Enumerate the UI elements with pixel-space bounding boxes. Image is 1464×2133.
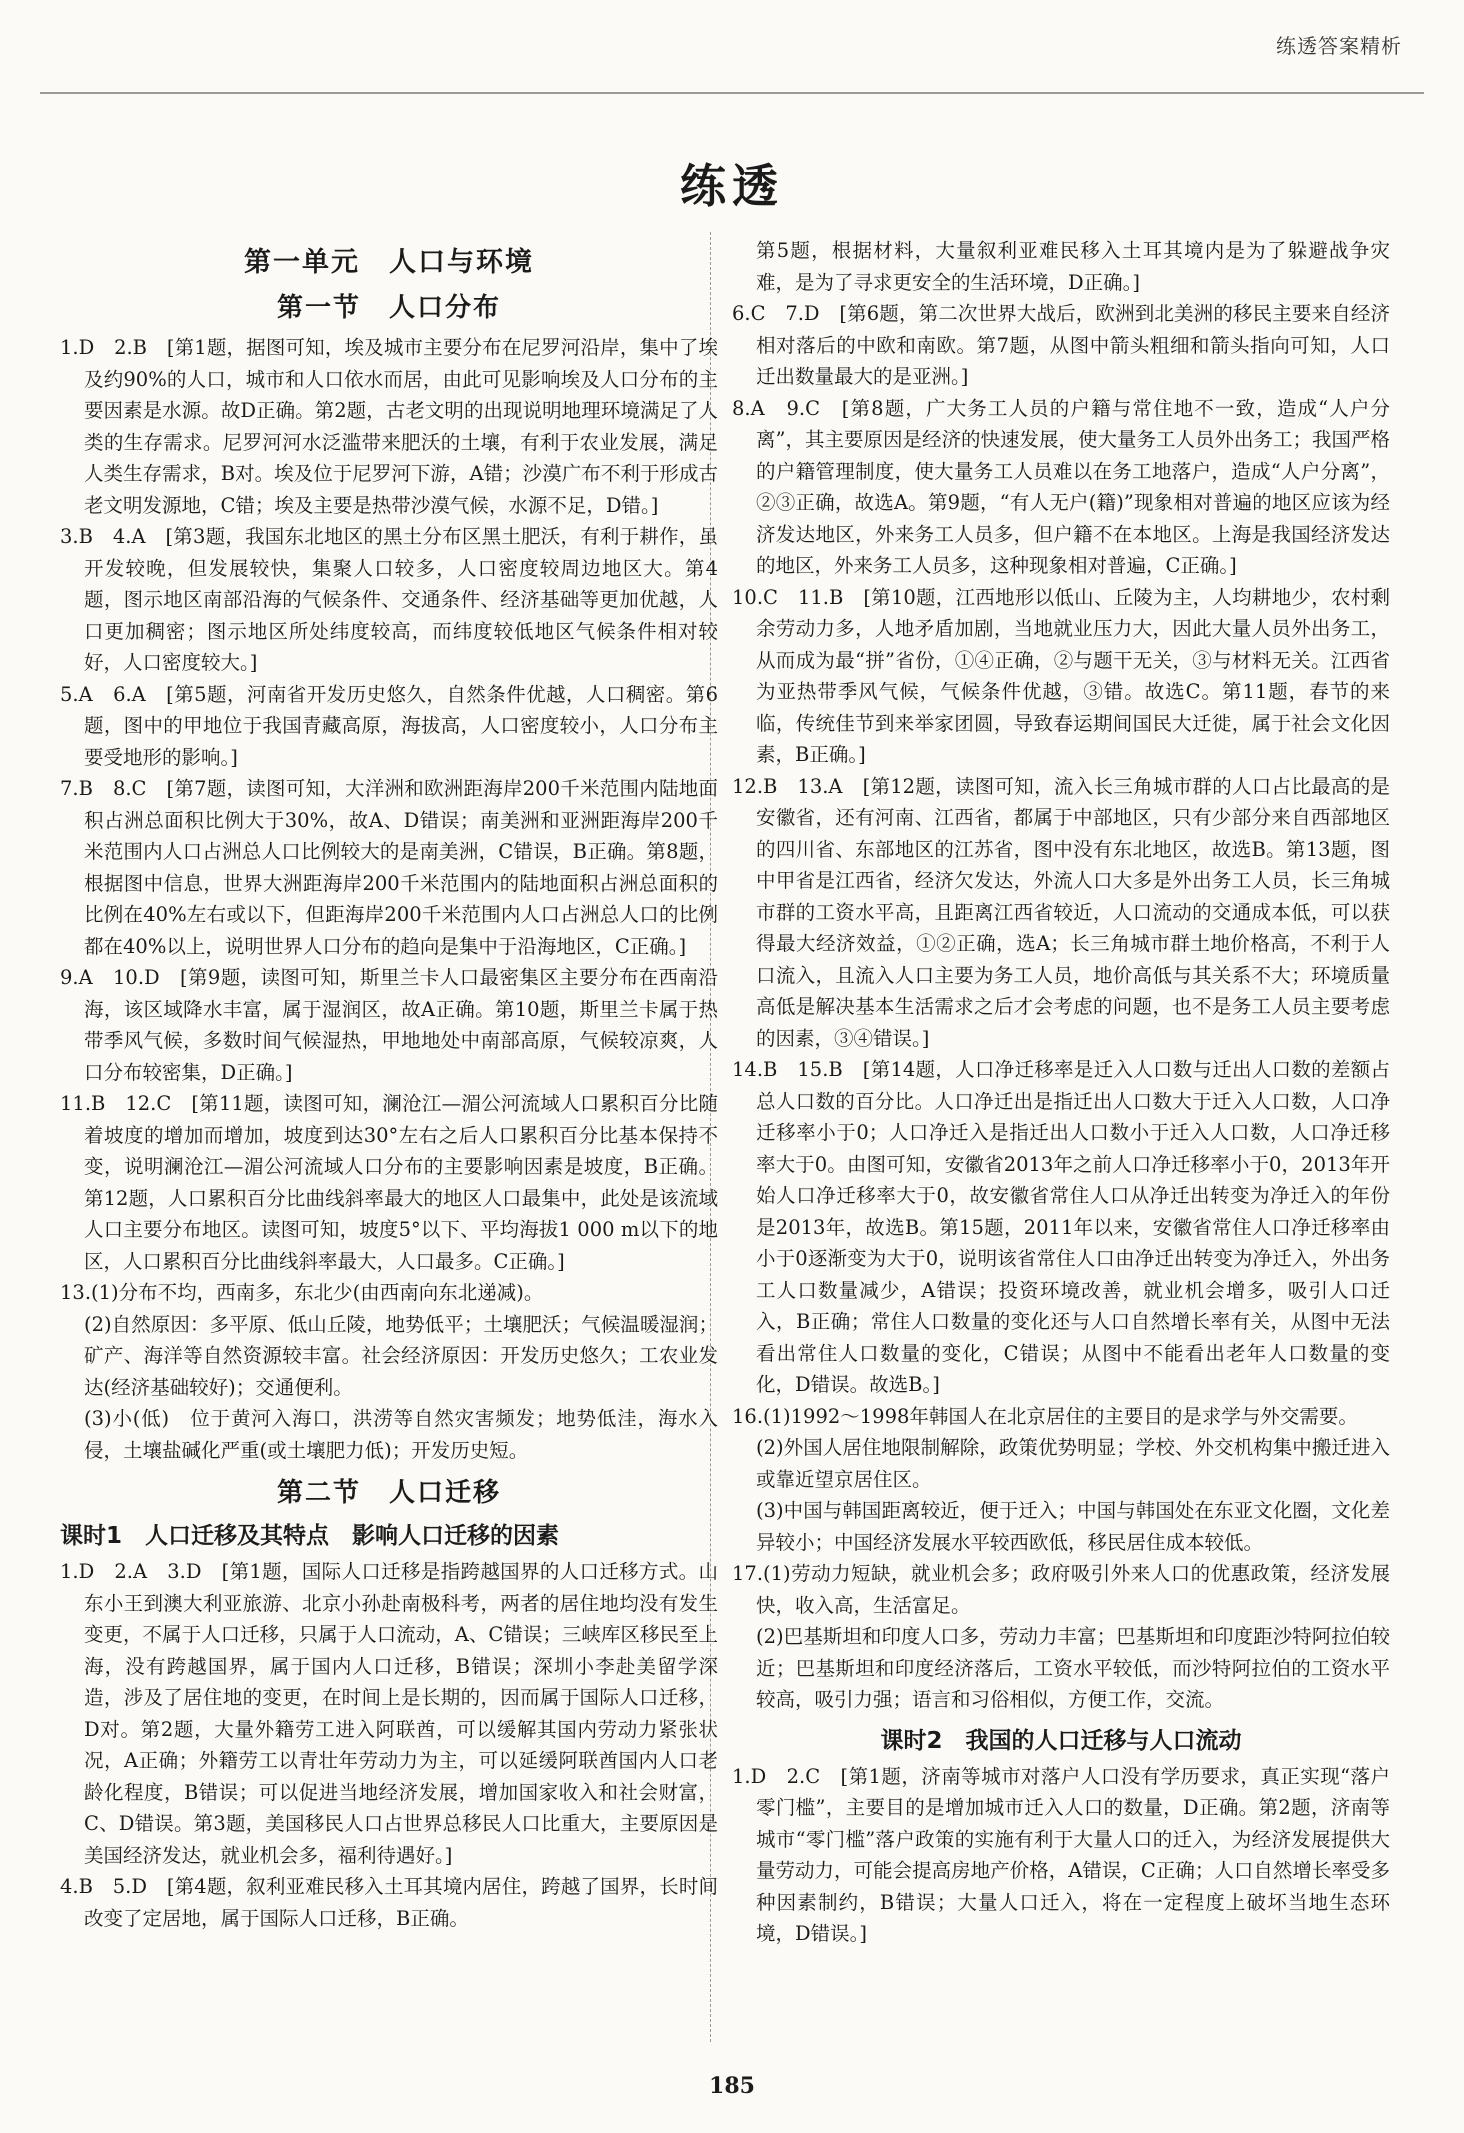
lesson-title: 课时2 我国的人口迁移与人口流动	[880, 1727, 1242, 1754]
answer-paragraph: 12.B 13.A [第12题，读图可知，流入长三角城市群的人口占比最高的是安徽省，还有河南、江西省，都属于中部地区，只有少部分来自西部地区的四川省、东部地区的江苏省，图中没有东北地区，故选B。第13题，图中甲省是江西省，经济欠发达，外流人口大多是外出务工人员，长三角城市群的工资水平高，且距离江西省较近，人口流动的交通成本低，可以获得最大经济效益，①②正确，选A；长三角城市群土地价格高，不利于人口流入，且流入人口主要为务工人员，地价高低与其关系不大；环境质量高低是解决基本生活需求之后才会考虑的问题，也不是务工人员主要考虑的因素，③④错误。]	[732, 774, 1390, 1050]
page-number: 185	[709, 2073, 755, 2099]
answer-paragraph: 1.D 2.A 3.D [第1题，国际人口迁移是指跨越国界的人口迁移方式。山东小王到澳大利亚旅游、北京小孙赴南极科考，两者的居住地均没有发生变更，不属于人口迁移，只属于人口流动，A、C错误；三峡库区移民至上海，没有跨越国界，属于国内人口迁移，B错误；深圳小李赴美留学深造，涉及了居住地的变更，在时间上是长期的，因而属于国际人口迁移，D对。第2题，大量外籍劳工进入阿联酋，可以缓解其国内劳动力紧张状况，A正确；外籍劳工以青壮年劳动力为主，可以延缓阿联酋国内人口老龄化程度，B错误；可以促进当地经济发展，增加国家收入和社会财富，C、D错误。第3题，美国移民人口占世界总移民人口比重大，主要原因是美国经济发达，就业机会多，福利待遇好。]	[60, 1560, 718, 1867]
answer-subparagraph: (2)外国人居住地限制解除，政策优势明显；学校、外交机构集中搬迁进入或靠近望京居住区。	[756, 1436, 1390, 1491]
answer-paragraph: 14.B 15.B [第14题，人口净迁移率是迁入人口数与迁出人口数的差额占总人口数的百分比。人口净迁出是指迁出人口数大于迁入人口数，人口净迁移率小于0；人口净迁入是指迁出人口数小于迁入人口数，人口净迁移率大于0。由图可知，安徽省2013年之前人口净迁移率小于0，2013年开始人口净迁移率大于0，故安徽省常住人口从净迁出转变为净迁入的年份是2013年，故选B。第15题，2011年以来，安徽省常住人口净迁移率由小于0逐渐变为大于0，说明该省常住人口由净迁出转变为净迁入，外出务工人口数量减少，A错误；投资环境改善，就业机会增多，吸引人口迁入，B正确；常住人口数量的变化还与人口自然增长率有关，从图中无法看出常住人口数量的变化，C错误；从图中不能看出老年人口数量的变化，D错误。故选B。]	[732, 1058, 1390, 1396]
answer-paragraph: 5.A 6.A [第5题，河南省开发历史悠久，自然条件优越，人口稠密。第6题，图中的甲地位于我国青藏高原，海拔高，人口密度较小，人口分布主要受地形的影响。]	[60, 682, 718, 769]
answer-paragraph: 7.B 8.C [第7题，读图可知，大洋洲和欧洲距海岸200千米范围内陆地面积占洲总面积比例大于30%，故A、D错误；南美洲和亚洲距海岸200千米范围内人口占洲总人口比例较大的是南美洲，C错误，B正确。第8题，根据图中信息，世界大洲距海岸200千米范围内的陆地面积占洲总面积的比例在40%左右或以下，但距海岸200千米范围内人口占洲总人口的比例都在40%以上，说明世界人口分布的趋向是集中于沿海地区，C正确。]	[60, 777, 718, 958]
answer-paragraph: 17.(1)劳动力短缺，就业机会多；政府吸引外来人口的优惠政策，经济发展快，收入高，生活富足。	[732, 1562, 1390, 1617]
answer-paragraph: 11.B 12.C [第11题，读图可知，澜沧江—湄公河流域人口累积百分比随着坡度的增加而增加，坡度到达30°左右之后人口累积百分比基本保持不变，说明澜沧江—湄公河流域人口分布的主要影响因素是坡度，B正确。第12题，人口累积百分比曲线斜率最大的地区人口最集中，此处是该流域人口主要分布地区。读图可知，坡度5°以下、平均海拔1 000 m以下的地区，人口累积百分比曲线斜率最大，人口最多。C正确。]	[60, 1092, 718, 1273]
page-title: 练透	[680, 159, 784, 213]
answer-paragraph: 6.C 7.D [第6题，第二次世界大战后，欧洲到北美洲的移民主要来自经济相对落后的中欧和南欧。第7题，从图中箭头粗细和箭头指向可知，人口迁出数量最大的是亚洲。]	[732, 302, 1390, 388]
answer-paragraph: 3.B 4.A [第3题，我国东北地区的黑土分布区黑土肥沃，有利于耕作，虽开发较晚，但发展较快，集聚人口较多，人口密度较周边地区大。第4题，图示地区南部沿海的气候条件、交通条件、经济基础等更加优越，人口更加稠密；图示地区所处纬度较高，而纬度较低地区气候条件相对较好，人口密度较大。]	[60, 525, 718, 674]
answer-paragraph: 1.D 2.C [第1题，济南等城市对落户人口没有学历要求，真正实现“落户零门槛”，主要目的是增加城市迁入人口的数量，D正确。第2题，济南等城市“零门槛”落户政策的实施有利于大量人口的迁入，为经济发展提供大量劳动力，可能会提高房地产价格，A错误，C正确；人口自然增长率受多种因素制约，B错误；大量人口迁入，将在一定程度上破坏当地生态环境，D错误。]	[732, 1764, 1390, 1945]
answer-paragraph: 1.D 2.B [第1题，据图可知，埃及城市主要分布在尼罗河沿岸，集中了埃及约90%的人口，城市和人口依水而居，由此可见影响埃及人口分布的主要因素是水源。故D正确。第2题，古老文明的出现说明地理环境满足了人类的生存需求。尼罗河河水泛滥带来肥沃的土壤，有利于农业发展，满足人类生存需求，B对。埃及位于尼罗河下游，A错；沙漠广布不利于形成古老文明发源地，C错；埃及主要是热带沙漠气候，水源不足，D错。]	[60, 336, 718, 517]
unit-title: 第一单元 人口与环境	[244, 247, 534, 278]
answer-paragraph: 4.B 5.D [第4题，叙利亚难民移入土耳其境内居住，跨越了国界，长时间改变了定居地，属于国际人口迁移，B正确。	[60, 1875, 718, 1930]
answer-paragraph: 9.A 10.D [第9题，读图可知，斯里兰卡人口最密集区主要分布在西南沿海，该区域降水丰富，属于湿润区，故A正确。第10题，斯里兰卡属于热带季风气候，多数时间气候湿热，甲地地处中南部高原，气候较凉爽，人口分布较密集，D正确。]	[60, 966, 718, 1084]
header-text: 练透答案精析	[1276, 34, 1402, 58]
answer-paragraph: 10.C 11.B [第10题，江西地形以低山、丘陵为主，人均耕地少，农村剩余劳动力多，人地矛盾加剧，当地就业压力大，因此大量人员外出务工，从而成为最“拼”省份，①④正确，②与题干无关，③与材料无关。江西省为亚热带季风气候，气候条件优越，③错。故选C。第11题，春节的来临，传统佳节到来举家团圆，导致春运期间国民大迁徙，属于社会文化因素，B正确。]	[732, 585, 1390, 766]
answer-paragraph: 13.(1)分布不均，西南多，东北少(由西南向东北递减)。	[60, 1281, 544, 1304]
lesson-title: 课时1 人口迁移及其特点 影响人口迁移的因素	[60, 1523, 560, 1549]
right-column	[732, 235, 1390, 1950]
answer-subparagraph: (3)中国与韩国距离较近，便于迁入；中国与韩国处在东亚文化圈，文化差异较小；中国经济发展水平较西欧低，移民居住成本较低。	[756, 1499, 1390, 1554]
answer-subparagraph: (3)小(低) 位于黄河入海口，洪涝等自然灾害频发；地势低洼，海水入侵，土壤盐碱化严重(或土壤肥力低)；开发历史短。	[84, 1407, 718, 1462]
header-rule	[40, 92, 1424, 94]
answer-continuation: 第5题，根据材料，大量叙利亚难民移入土耳其境内是为了躲避战争灾难，是为了寻求更安全的生活环境，D正确。]	[756, 239, 1390, 294]
left-column	[60, 232, 718, 1934]
answer-subparagraph: (2)巴基斯坦和印度人口多，劳动力丰富；巴基斯坦和印度距沙特阿拉伯较近；巴基斯坦和印度经济落后，工资水平较低，而沙特阿拉伯的工资水平较高，吸引力强；语言和习俗相似，方便工作，交流。	[756, 1625, 1390, 1711]
answer-paragraph: 16.(1)1992～1998年韩国人在北京居住的主要目的是求学与外交需要。	[732, 1404, 1358, 1428]
answer-paragraph: 8.A 9.C [第8题，广大务工人员的户籍与常住地不一致，造成“人户分离”，其主要原因是经济的快速发展，使大量务工人员外出务工；我国严格的户籍管理制度，使大量务工人员难以在务工地落户，造成“人户分离”，②③正确，故选A。第9题，“有人无户(籍)”现象相对普遍的地区应该为经济发达地区，外来务工人员多，但户籍不在本地区。上海是我国经济发达的地区，外来务工人员多，这种现象相对普遍，C正确。]	[732, 396, 1390, 577]
answer-subparagraph: (2)自然原因：多平原、低山丘陵，地势低平；土壤肥沃；气候温暖湿润；矿产、海洋等自然资源较丰富。社会经济原因：开发历史悠久；工农业发达(经济基础较好)；交通便利。	[84, 1312, 718, 1399]
section-title-migration: 第二节 人口迁移	[276, 1478, 501, 1508]
section-title-population-distribution: 第一节 人口分布	[276, 293, 501, 323]
